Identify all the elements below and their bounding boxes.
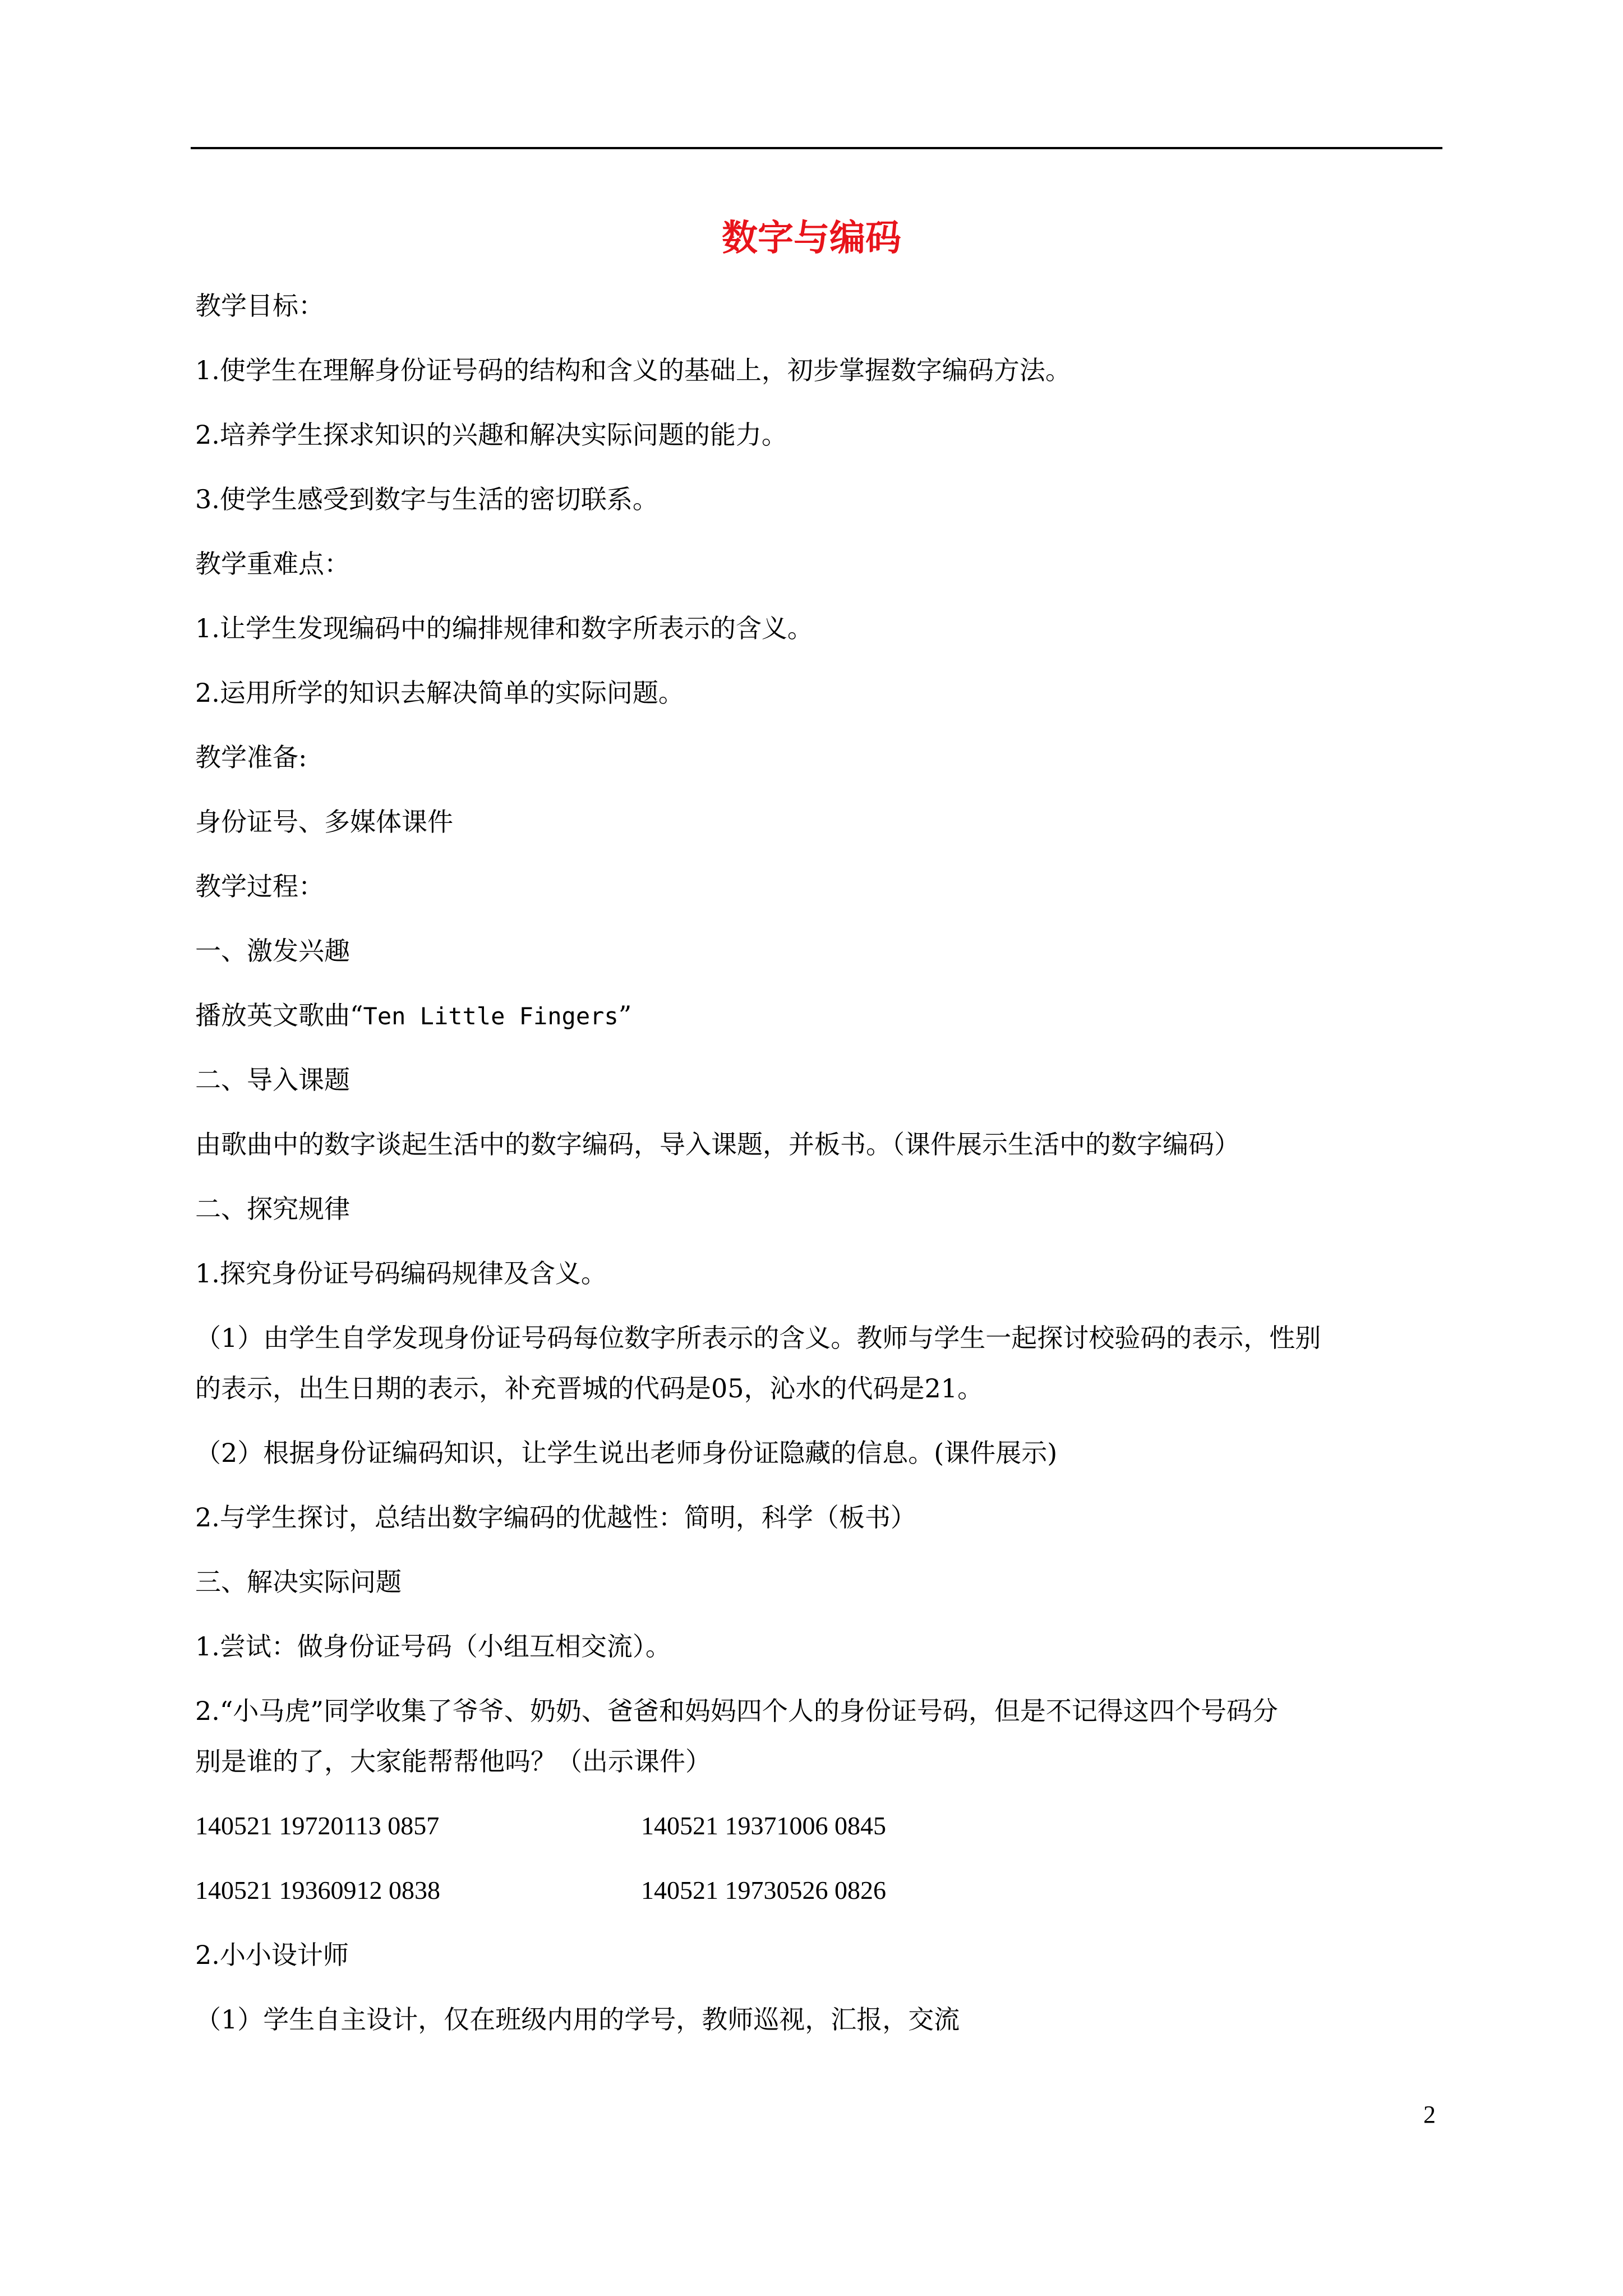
text-line: 2.小小设计师 (195, 1940, 349, 1970)
id-number-row (195, 1809, 1446, 1843)
text-line: （2）根据身份证编码知识，让学生说出老师身份证隐藏的信息。(课件展示) (195, 1438, 1058, 1468)
text-line: 1.尝试：做身份证号码（小组互相交流）。 (195, 1631, 671, 1662)
id-number-row (195, 1874, 1446, 1907)
text-line: 教学重难点： (195, 549, 350, 579)
text-line: 教学目标： (195, 291, 324, 321)
text-line: 1.探究身份证号码编码规律及含义。 (195, 1258, 607, 1289)
text-line: （1）由学生自学发现身份证号码每位数字所表示的含义。教师与学生一起探讨校验码的表示，性别 (195, 1323, 1321, 1353)
song-prefix: 播放英文歌曲“ (195, 1000, 363, 1030)
lesson-plan-body (195, 289, 1446, 2067)
text-line: 别是谁的了，大家能帮帮他吗？（出示课件） (195, 1746, 711, 1777)
text-line: 一、激发兴趣 (195, 936, 350, 966)
id-number: 140521 19720113 0857 (195, 1811, 440, 1840)
text-line: 身份证号、多媒体课件 (195, 807, 453, 837)
id-number: 140521 19730526 0826 (641, 1876, 886, 1904)
text-line: 2.培养学生探求知识的兴趣和解决实际问题的能力。 (195, 420, 787, 450)
text-line: 3.使学生感受到数字与生活的密切联系。 (195, 484, 658, 514)
text-line: 2.与学生探讨，总结出数字编码的优越性：简明，科学（板书） (195, 1502, 916, 1533)
text-line: （1）学生自主设计，仅在班级内用的学号，教师巡视，汇报，交流 (195, 2004, 960, 2035)
id-number: 140521 19360912 0838 (195, 1876, 440, 1904)
text-line: 的表示，出生日期的表示，补充晋城的代码是05，沁水的代码是21。 (195, 1373, 984, 1404)
text-line: 教学准备: (195, 742, 307, 772)
text-line: 二、导入课题 (195, 1065, 350, 1095)
text-line: 三、解决实际问题 (195, 1567, 402, 1597)
song-suffix: ” (618, 1000, 632, 1030)
text-line: 2.“小马虎”同学收集了爷爷、奶奶、爸爸和妈妈四个人的身份证号码，但是不记得这四个号码分 (195, 1696, 1278, 1726)
text-line: 教学过程： (195, 871, 324, 901)
page-number: 2 (1423, 2101, 1436, 2128)
id-number: 140521 19371006 0845 (641, 1811, 886, 1840)
text-line: 2.运用所学的知识去解决简单的实际问题。 (195, 678, 684, 708)
song-title: Ten Little Fingers (363, 1002, 619, 1030)
text-line: 二、探究规律 (195, 1194, 350, 1224)
text-line: 由歌曲中的数字谈起生活中的数字编码，导入课题，并板书。（课件展示生活中的数字编码） (195, 1129, 1240, 1159)
header-rule (191, 147, 1442, 149)
page-title: 数字与编码 (722, 217, 901, 259)
song-line (195, 999, 1446, 1032)
text-line: 1.让学生发现编码中的编排规律和数字所表示的含义。 (195, 613, 813, 643)
text-line: 1.使学生在理解身份证号码的结构和含义的基础上，初步掌握数字编码方法。 (195, 355, 1071, 385)
